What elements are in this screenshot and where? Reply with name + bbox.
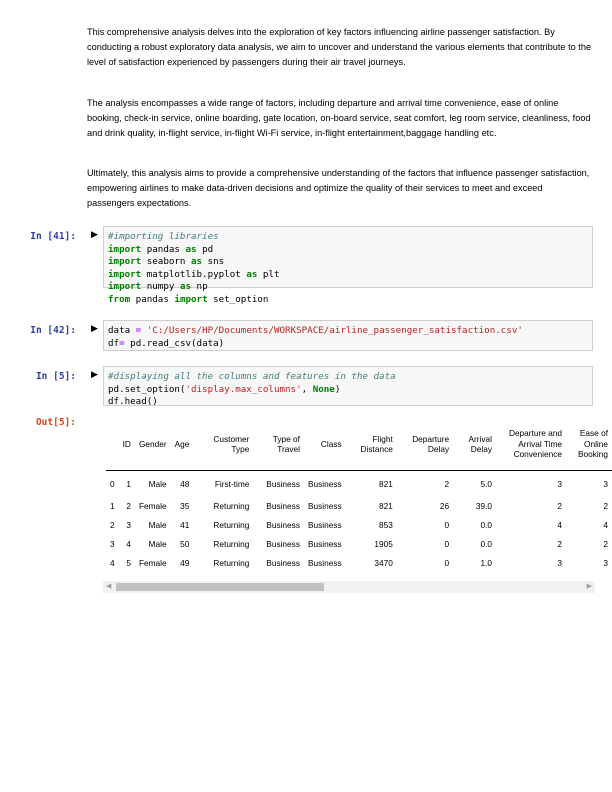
table-cell: 3: [603, 557, 608, 568]
column-header: Class: [304, 418, 346, 471]
table-cell: Returning: [213, 538, 250, 549]
table-cell: Returning: [213, 557, 250, 568]
run-cell-icon[interactable]: ▶: [91, 230, 98, 240]
cell-prompt: In [41]:: [30, 231, 76, 242]
table-cell: Business: [307, 519, 342, 530]
cell-prompt: In [42]:: [30, 325, 76, 336]
table-cell: 1: [110, 500, 115, 511]
table-cell: Business: [266, 478, 300, 489]
table-cell: 3: [110, 538, 115, 549]
table-cell: Returning: [213, 519, 250, 530]
markdown-intro: [87, 25, 592, 70]
horizontal-scrollbar[interactable]: [103, 581, 595, 593]
table-cell: 0: [110, 478, 115, 489]
table-cell: 821: [378, 500, 393, 511]
table-cell: Business: [266, 557, 300, 568]
table-cell: 35: [180, 500, 190, 511]
table-cell: 4: [603, 519, 608, 530]
paragraph: The analysis encompasses a wide range of factors, including departure and arrival time convenience, ease of online booking, check-in service, online boarding, gate location, on-board service, seat comfort, leg room service, cleanliness, food and drink quality, in-flight service, in-flight Wi-Fi service, in-flight entertainment,baggage handling etc.: [87, 98, 591, 138]
table-row: [106, 534, 612, 553]
table-cell: 0: [444, 538, 450, 549]
table-cell: 2: [110, 519, 115, 530]
column-header: [106, 418, 119, 471]
table-cell: Female: [138, 500, 167, 511]
column-header: Arrival Delay: [453, 418, 496, 471]
table-cell: Business: [266, 538, 300, 549]
table-cell: 48: [180, 478, 190, 489]
table-row: [106, 471, 612, 497]
table-cell: First-time: [214, 478, 250, 489]
run-cell-icon[interactable]: ▶: [91, 370, 98, 380]
table-cell: Male: [148, 478, 167, 489]
table-cell: Business: [307, 500, 342, 511]
table-cell: Business: [266, 500, 300, 511]
table-cell: 853: [378, 519, 393, 530]
table-cell: 2: [603, 500, 608, 511]
table-cell: 0: [444, 557, 450, 568]
table-cell: 4: [126, 538, 131, 549]
table-cell: Business: [307, 478, 342, 489]
table-cell: 821: [378, 478, 393, 489]
code-cell-head[interactable]: #displaying all the columns and features in the data pd.set_option('display.max_columns', None) df.head(): [103, 366, 593, 406]
dataframe-table: [106, 418, 612, 572]
table-cell: 3: [603, 478, 608, 489]
table-cell: 2: [557, 538, 562, 549]
table-cell: 26: [439, 500, 450, 511]
paragraph: This comprehensive analysis delves into the exploration of key factors influencing airline passenger satisfaction. By conducting a robust exploratory data analysis, we aim to uncover and understand the various elements that contribute to the level of satisfaction experienced by passengers during their air travel journeys.: [87, 27, 592, 67]
table-cell: Business: [307, 538, 342, 549]
code-line: #importing libraries: [108, 231, 219, 242]
table-cell: 2: [557, 500, 562, 511]
scrollbar-thumb[interactable]: [116, 583, 324, 591]
scroll-left-icon[interactable]: ◀: [106, 583, 112, 590]
table-cell: 5: [126, 557, 131, 568]
run-cell-icon[interactable]: ▶: [91, 324, 98, 334]
table-cell: 0: [444, 519, 450, 530]
column-header: Ease of Online Booking: [566, 418, 612, 471]
table-cell: 5.0: [480, 478, 492, 489]
table-cell: 4: [110, 557, 115, 568]
code-cell-read-data[interactable]: data = 'C:/Users/HP/Documents/WORKSPACE/airline_passenger_satisfaction.csv' df= pd.read_csv(data): [103, 320, 593, 351]
table-cell: Business: [266, 519, 300, 530]
table-cell: 2: [444, 478, 450, 489]
scroll-right-icon[interactable]: ▶: [586, 583, 592, 590]
table-cell: 2: [603, 538, 608, 549]
table-row: [106, 553, 612, 572]
column-header: Gender: [135, 418, 171, 471]
column-header: Departure Delay: [397, 418, 453, 471]
table-cell: 4: [557, 519, 562, 530]
table-cell: 41: [180, 519, 190, 530]
table-cell: 0.0: [480, 538, 492, 549]
code-line: #displaying all the columns and features in the data: [108, 371, 396, 382]
column-header: Age: [171, 418, 194, 471]
table-cell: 3: [557, 478, 562, 489]
column-header: Flight Distance: [346, 418, 397, 471]
table-cell: 50: [180, 538, 190, 549]
output-prompt: Out[5]:: [35, 417, 76, 428]
column-header: Departure and Arrival Time Convenience: [496, 418, 566, 471]
table-row: [106, 515, 612, 534]
table-cell: 3: [557, 557, 562, 568]
table-cell: 0.0: [480, 519, 492, 530]
cell-prompt: In [5]:: [35, 371, 76, 382]
code-cell-imports[interactable]: #importing libraries import pandas as pd import seaborn as sns import matplotlib.pyplot as plt import numpy as np from pandas import set_option: [103, 226, 593, 288]
column-header: ID: [119, 418, 135, 471]
table-cell: 1: [126, 478, 131, 489]
table-cell: 49: [180, 557, 190, 568]
table-cell: 2: [126, 500, 131, 511]
table-row: [106, 496, 612, 515]
column-header: Type of Travel: [253, 418, 304, 471]
markdown-conclusion: [87, 166, 592, 211]
table-cell: Business: [307, 557, 342, 568]
table-cell: 3: [126, 519, 131, 530]
table-cell: Male: [148, 519, 167, 530]
table-cell: Returning: [213, 500, 250, 511]
table-cell: Female: [138, 557, 167, 568]
table-cell: 39.0: [475, 500, 492, 511]
paragraph: Ultimately, this analysis aims to provide a comprehensive understanding of the factors that influence passenger satisfaction, empowering airlines to make data-driven decisions and optimize the quality of their services to meet and exceed passengers expectations.: [87, 168, 590, 208]
markdown-factors: [87, 96, 592, 141]
table-cell: 1905: [374, 538, 393, 549]
table-cell: 3470: [374, 557, 393, 568]
table-cell: 1.0: [480, 557, 492, 568]
column-header: Customer Type: [193, 418, 253, 471]
table-cell: Male: [148, 538, 167, 549]
